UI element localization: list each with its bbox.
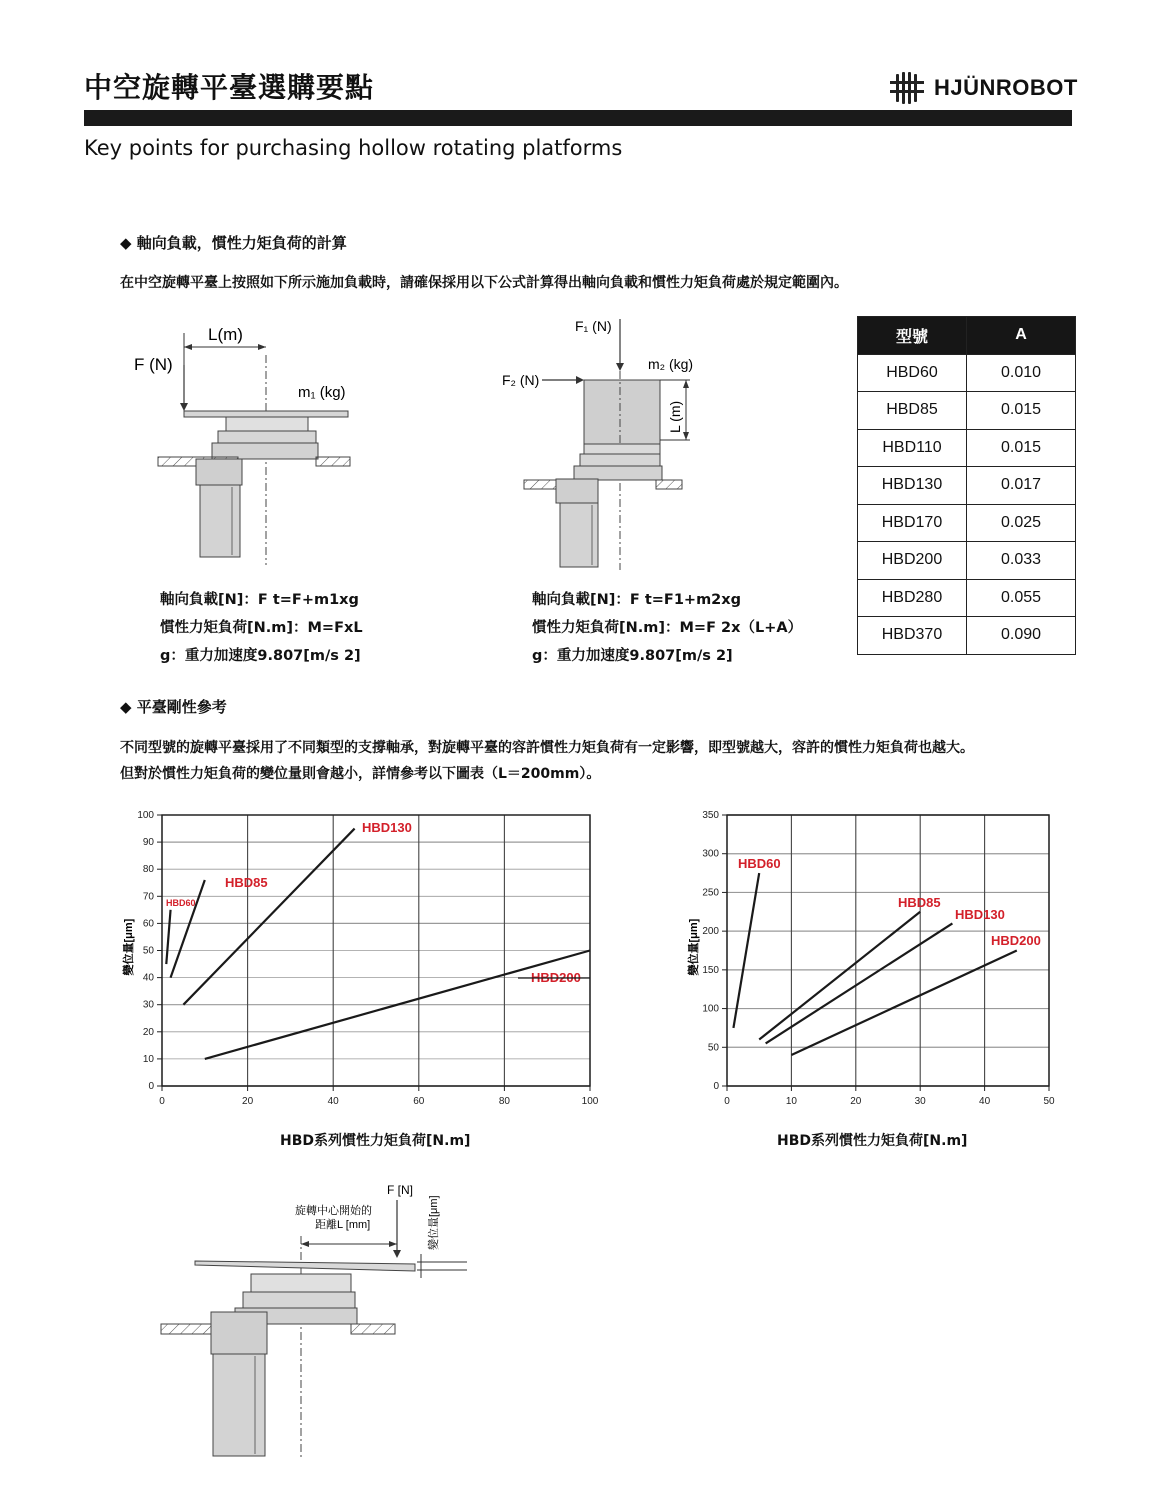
series-label-hbd200: HBD200 bbox=[991, 933, 1041, 948]
displacement-label: 變位量[μm] bbox=[428, 1195, 440, 1250]
table-row: HBD110 0.015 bbox=[858, 429, 1076, 467]
series-label-hbd85: HBD85 bbox=[225, 875, 268, 890]
y-tick-label: 50 bbox=[707, 1042, 719, 1054]
distance-label-line1: 旋轉中心開始的 bbox=[295, 1205, 372, 1217]
chart1-xlabel: HBD系列慣性力矩負荷[N.m] bbox=[280, 1133, 471, 1149]
chart-large-models bbox=[670, 805, 1070, 1115]
y-tick-label: 50 bbox=[142, 945, 154, 957]
y-axis-label: 變位量[μm] bbox=[688, 918, 700, 976]
x-tick-label: 20 bbox=[242, 1096, 254, 1107]
formula-line: 軸向負載[N]：F t=F1+m2xg bbox=[532, 592, 741, 608]
y-tick-label: 300 bbox=[702, 848, 719, 860]
force-label-3: F [N] bbox=[387, 1183, 413, 1197]
force-top-label: F₁ (N) bbox=[575, 318, 612, 334]
force-label: F (N) bbox=[134, 355, 173, 374]
x-tick-label: 100 bbox=[581, 1096, 599, 1107]
y-tick-label: 100 bbox=[702, 1003, 719, 1015]
distance-label-line2: 距離L [mm] bbox=[315, 1219, 371, 1231]
brand-logo bbox=[890, 70, 1078, 106]
formula-line: 慣性力矩負荷[N.m]：M=FxL bbox=[160, 620, 363, 636]
y-tick-label: 80 bbox=[142, 864, 154, 876]
diagram-axial-load bbox=[120, 315, 370, 565]
series-label-hbd130: HBD130 bbox=[362, 820, 412, 835]
x-tick-label: 20 bbox=[850, 1096, 862, 1107]
y-axis-label: 變位量[μm] bbox=[123, 918, 135, 976]
table-row: HBD85 0.015 bbox=[858, 392, 1076, 430]
x-tick-label: 60 bbox=[413, 1096, 425, 1107]
section2-para-2: 但對於慣性力矩負荷的變位量則會越小，詳情參考以下圖表（L＝200mm）。 bbox=[120, 766, 601, 782]
x-tick-label: 0 bbox=[159, 1096, 165, 1107]
chart-small-models bbox=[110, 805, 610, 1115]
formula-block-1 bbox=[160, 586, 363, 670]
series-label-hbd85: HBD85 bbox=[898, 895, 941, 910]
y-tick-label: 100 bbox=[137, 810, 154, 821]
mass-label-2: m₂ (kg) bbox=[648, 356, 694, 372]
series-label-hbd60: HBD60 bbox=[738, 856, 781, 871]
y-tick-label: 250 bbox=[702, 887, 719, 899]
header-bar bbox=[84, 110, 1072, 126]
table-row: HBD130 0.017 bbox=[858, 467, 1076, 505]
table-header-a: A bbox=[967, 317, 1076, 355]
y-tick-label: 30 bbox=[142, 999, 154, 1011]
page-subtitle: Key points for purchasing hollow rotating platforms bbox=[84, 136, 623, 160]
series-label-hbd130: HBD130 bbox=[955, 907, 1005, 922]
force-side-label: F₂ (N) bbox=[502, 372, 540, 388]
x-tick-label: 40 bbox=[327, 1096, 339, 1107]
y-tick-label: 90 bbox=[142, 837, 154, 849]
table-row: HBD170 0.025 bbox=[858, 504, 1076, 542]
length-label-2: L (m) bbox=[667, 400, 683, 433]
section1-heading: ◆ 軸向負載，慣性力矩負荷的計算 bbox=[120, 234, 347, 252]
chart2-xlabel: HBD系列慣性力矩負荷[N.m] bbox=[777, 1133, 968, 1149]
formula-line: 軸向負載[N]：F t=F+m1xg bbox=[160, 592, 359, 608]
table-row: HBD370 0.090 bbox=[858, 617, 1076, 655]
formula-line: 慣性力矩負荷[N.m]：M=F 2x（L+A） bbox=[532, 620, 803, 636]
y-tick-label: 20 bbox=[142, 1026, 154, 1038]
series-line-hbd130 bbox=[766, 923, 953, 1043]
series-line-hbd60 bbox=[733, 873, 759, 1028]
series-line-hbd85 bbox=[171, 880, 205, 978]
series-label-hbd60: HBD60 bbox=[166, 898, 196, 908]
model-a-table bbox=[857, 316, 1076, 655]
y-tick-label: 0 bbox=[148, 1081, 154, 1092]
formula-block-2 bbox=[532, 586, 802, 670]
section2-heading: ◆ 平臺剛性參考 bbox=[120, 698, 227, 716]
formula-line: g：重力加速度9.807[m/s 2] bbox=[160, 648, 361, 664]
x-tick-label: 50 bbox=[1043, 1096, 1055, 1107]
x-tick-label: 30 bbox=[914, 1096, 926, 1107]
formula-line: g：重力加速度9.807[m/s 2] bbox=[532, 648, 733, 664]
y-tick-label: 60 bbox=[142, 918, 154, 930]
series-line-hbd200 bbox=[791, 951, 1016, 1056]
diamond-bullet-icon: ◆ bbox=[120, 234, 132, 252]
y-tick-label: 350 bbox=[702, 810, 719, 821]
diagram-displacement bbox=[155, 1178, 475, 1463]
table-row: HBD200 0.033 bbox=[858, 542, 1076, 580]
table-row: HBD280 0.055 bbox=[858, 579, 1076, 617]
y-tick-label: 70 bbox=[142, 891, 154, 903]
page-title: 中空旋轉平臺選購要點 bbox=[84, 71, 375, 104]
x-tick-label: 40 bbox=[979, 1096, 991, 1107]
x-tick-label: 0 bbox=[724, 1096, 730, 1107]
series-line-hbd130 bbox=[183, 829, 354, 1005]
diamond-bullet-icon: ◆ bbox=[120, 698, 132, 716]
series-label-hbd200: HBD200 bbox=[531, 970, 581, 985]
diagram-moment-load bbox=[500, 315, 700, 570]
series-line-hbd60 bbox=[166, 910, 170, 964]
y-tick-label: 0 bbox=[713, 1081, 719, 1092]
table-header-model: 型號 bbox=[858, 317, 967, 355]
section1-intro: 在中空旋轉平臺上按照如下所示施加負載時，請確保採用以下公式計算得出軸向負載和慣性力矩負荷處於規定範圍內。 bbox=[120, 275, 848, 291]
mass-label: m₁ (kg) bbox=[298, 384, 346, 401]
x-tick-label: 10 bbox=[785, 1096, 797, 1107]
hjunrobot-logo-icon bbox=[890, 72, 926, 104]
table-row: HBD60 0.010 bbox=[858, 354, 1076, 392]
y-tick-label: 40 bbox=[142, 972, 154, 984]
section2-para-1: 不同型號的旋轉平臺採用了不同類型的支撐軸承，對旋轉平臺的容許慣性力矩負荷有一定影響，即型號越大，容許的慣性力矩負荷也越大。 bbox=[120, 740, 974, 756]
y-tick-label: 200 bbox=[702, 926, 719, 938]
x-tick-label: 80 bbox=[498, 1096, 510, 1107]
length-label: L(m) bbox=[208, 325, 243, 344]
y-tick-label: 150 bbox=[702, 964, 719, 976]
y-tick-label: 10 bbox=[142, 1053, 154, 1065]
brand-name: HJÜNROBOT bbox=[934, 75, 1078, 100]
